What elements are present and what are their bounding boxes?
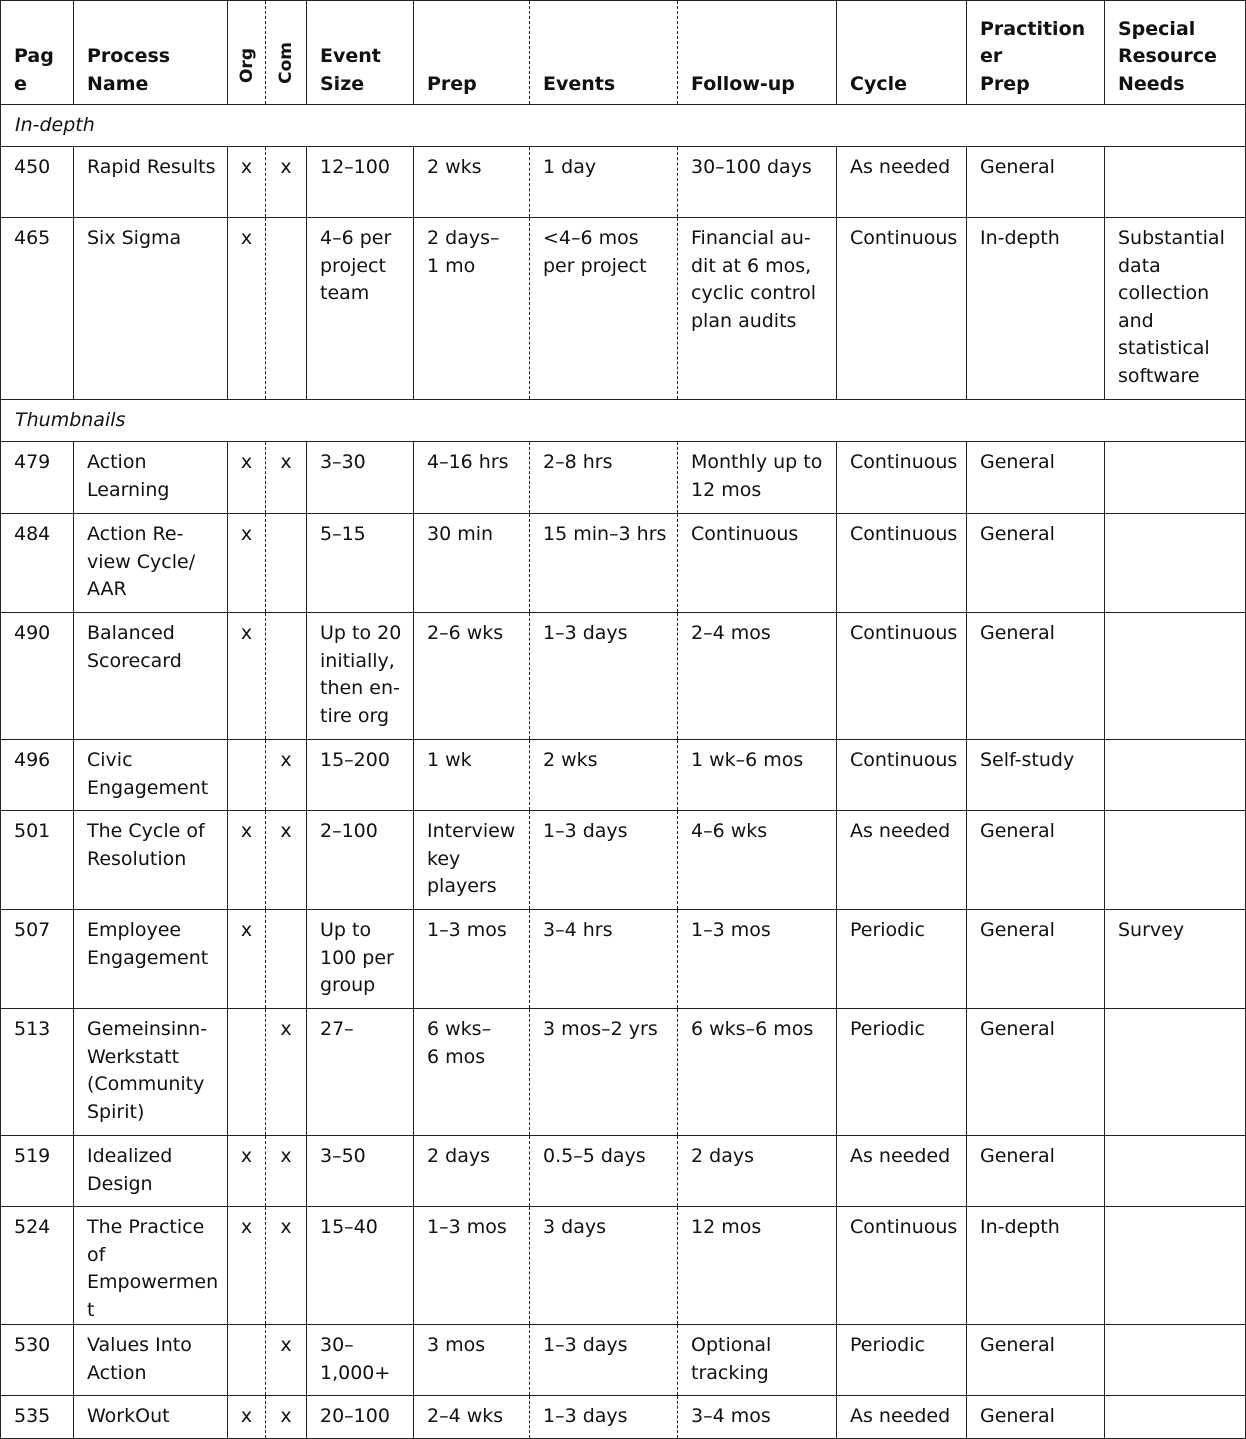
cell-follow-up: 4–6 wks <box>678 811 837 910</box>
cell-follow-up: Financial au- dit at 6 mos, cyclic control plan audits <box>678 218 837 400</box>
header-row <box>1 1 1246 105</box>
cell-org: x <box>228 613 266 740</box>
cell-process-name: Idealized Design <box>74 1136 228 1207</box>
cell-com <box>266 613 307 740</box>
cell-cycle: Periodic <box>837 910 967 1009</box>
cell-com: x <box>266 442 307 514</box>
cell-process-name: Employee Engagement <box>74 910 228 1009</box>
cell-special-resource-needs <box>1105 740 1246 811</box>
cell-org: x <box>228 1396 266 1439</box>
cell-com <box>266 910 307 1009</box>
cell-com <box>266 514 307 613</box>
cell-prep: 2–6 wks <box>414 613 530 740</box>
section-label-thumbnails: Thumbnails <box>1 400 1246 442</box>
cell-events: 1–3 days <box>530 1325 678 1396</box>
cell-cycle: As needed <box>837 1136 967 1207</box>
cell-practitioner-prep: General <box>967 1009 1105 1136</box>
cell-events: 15 min–3 hrs <box>530 514 678 613</box>
header-event-size: Event Size <box>307 1 414 105</box>
cell-event-size: 27– <box>307 1009 414 1136</box>
header-follow-up: Follow-up <box>678 1 837 105</box>
table-row <box>1 442 1246 514</box>
cell-prep: 6 wks– 6 mos <box>414 1009 530 1136</box>
cell-events: 3 days <box>530 1207 678 1325</box>
cell-follow-up: 30–100 days <box>678 147 837 218</box>
cell-events: 0.5–5 days <box>530 1136 678 1207</box>
cell-events: 1 day <box>530 147 678 218</box>
cell-cycle: Periodic <box>837 1009 967 1136</box>
cell-follow-up: 1 wk–6 mos <box>678 740 837 811</box>
header-page: Page <box>1 1 74 105</box>
cell-org <box>228 1325 266 1396</box>
cell-org: x <box>228 811 266 910</box>
cell-event-size: 3–30 <box>307 442 414 514</box>
cell-special-resource-needs <box>1105 1136 1246 1207</box>
cell-page: 507 <box>1 910 74 1009</box>
cell-cycle: Continuous <box>837 613 967 740</box>
cell-follow-up: 2–4 mos <box>678 613 837 740</box>
cell-prep: 2 days– 1 mo <box>414 218 530 400</box>
table-row <box>1 1396 1246 1439</box>
cell-event-size: 2–100 <box>307 811 414 910</box>
cell-com: x <box>266 1396 307 1439</box>
cell-events: 1–3 days <box>530 811 678 910</box>
cell-special-resource-needs <box>1105 1009 1246 1136</box>
cell-special-resource-needs: Survey <box>1105 910 1246 1009</box>
cell-page: 496 <box>1 740 74 811</box>
cell-org <box>228 740 266 811</box>
cell-org: x <box>228 218 266 400</box>
cell-practitioner-prep: General <box>967 811 1105 910</box>
cell-process-name: Six Sigma <box>74 218 228 400</box>
cell-events: 2 wks <box>530 740 678 811</box>
cell-events: 2–8 hrs <box>530 442 678 514</box>
cell-process-name: Civic Engagement <box>74 740 228 811</box>
cell-events: 3–4 hrs <box>530 910 678 1009</box>
cell-prep: 1–3 mos <box>414 910 530 1009</box>
cell-events: <4–6 mos per project <box>530 218 678 400</box>
cell-event-size: 5–15 <box>307 514 414 613</box>
cell-org: x <box>228 442 266 514</box>
table-row <box>1 147 1246 218</box>
cell-follow-up: Continuous <box>678 514 837 613</box>
cell-page: 490 <box>1 613 74 740</box>
cell-process-name: Balanced Scorecard <box>74 613 228 740</box>
table-row <box>1 740 1246 811</box>
cell-event-size: 15–40 <box>307 1207 414 1325</box>
cell-practitioner-prep: General <box>967 514 1105 613</box>
cell-event-size: 15–200 <box>307 740 414 811</box>
cell-follow-up: 3–4 mos <box>678 1396 837 1439</box>
header-com <box>266 1 307 105</box>
cell-special-resource-needs <box>1105 613 1246 740</box>
cell-cycle: Continuous <box>837 442 967 514</box>
cell-process-name: Action Re- view Cycle/ AAR <box>74 514 228 613</box>
header-events: Events <box>530 1 678 105</box>
cell-events: 1–3 days <box>530 1396 678 1439</box>
cell-org: x <box>228 147 266 218</box>
cell-practitioner-prep: In-depth <box>967 218 1105 400</box>
cell-page: 479 <box>1 442 74 514</box>
cell-event-size: Up to 100 per group <box>307 910 414 1009</box>
cell-practitioner-prep: General <box>967 147 1105 218</box>
cell-com <box>266 218 307 400</box>
cell-process-name: Action Learning <box>74 442 228 514</box>
cell-process-name: Rapid Results <box>74 147 228 218</box>
header-special-resource-needs: Special Resource Needs <box>1105 1 1246 105</box>
cell-events: 1–3 days <box>530 613 678 740</box>
table-row <box>1 514 1246 613</box>
header-com-label: Com <box>276 41 296 84</box>
cell-prep: 3 mos <box>414 1325 530 1396</box>
table-row <box>1 218 1246 400</box>
cell-com: x <box>266 740 307 811</box>
cell-follow-up: 12 mos <box>678 1207 837 1325</box>
cell-event-size: 4–6 per project team <box>307 218 414 400</box>
cell-process-name: The Practice of Empowerment <box>74 1207 228 1325</box>
section-row-thumbnails <box>1 400 1246 442</box>
table-row <box>1 1325 1246 1396</box>
cell-special-resource-needs <box>1105 1325 1246 1396</box>
cell-follow-up: 6 wks–6 mos <box>678 1009 837 1136</box>
cell-cycle: Continuous <box>837 218 967 400</box>
table-row <box>1 1136 1246 1207</box>
cell-special-resource-needs <box>1105 147 1246 218</box>
cell-cycle: As needed <box>837 1396 967 1439</box>
cell-event-size: 20–100 <box>307 1396 414 1439</box>
header-cycle: Cycle <box>837 1 967 105</box>
header-practitioner-prep: Practitioner Prep <box>967 1 1105 105</box>
cell-follow-up: 1–3 mos <box>678 910 837 1009</box>
cell-page: 513 <box>1 1009 74 1136</box>
cell-follow-up: Optional tracking <box>678 1325 837 1396</box>
cell-org <box>228 1009 266 1136</box>
cell-practitioner-prep: In-depth <box>967 1207 1105 1325</box>
table-row <box>1 1207 1246 1325</box>
cell-com: x <box>266 1207 307 1325</box>
header-org <box>228 1 266 105</box>
cell-special-resource-needs: Substantial data collection and statistical software <box>1105 218 1246 400</box>
cell-page: 450 <box>1 147 74 218</box>
section-row-in-depth <box>1 105 1246 147</box>
cell-practitioner-prep: General <box>967 1325 1105 1396</box>
cell-cycle: As needed <box>837 147 967 218</box>
cell-special-resource-needs <box>1105 514 1246 613</box>
cell-follow-up: Monthly up to 12 mos <box>678 442 837 514</box>
cell-practitioner-prep: Self-study <box>967 740 1105 811</box>
cell-com: x <box>266 147 307 218</box>
cell-cycle: As needed <box>837 811 967 910</box>
cell-com: x <box>266 1136 307 1207</box>
cell-cycle: Continuous <box>837 740 967 811</box>
cell-event-size: 3–50 <box>307 1136 414 1207</box>
cell-page: 484 <box>1 514 74 613</box>
cell-page: 524 <box>1 1207 74 1325</box>
cell-practitioner-prep: General <box>967 1396 1105 1439</box>
cell-page: 530 <box>1 1325 74 1396</box>
cell-org: x <box>228 1136 266 1207</box>
cell-prep: 1 wk <box>414 740 530 811</box>
cell-process-name: The Cycle of Resolution <box>74 811 228 910</box>
cell-com: x <box>266 1009 307 1136</box>
cell-prep: 2–4 wks <box>414 1396 530 1439</box>
table-row <box>1 613 1246 740</box>
cell-com: x <box>266 811 307 910</box>
cell-practitioner-prep: General <box>967 613 1105 740</box>
cell-practitioner-prep: General <box>967 1136 1105 1207</box>
cell-special-resource-needs <box>1105 1207 1246 1325</box>
cell-special-resource-needs <box>1105 811 1246 910</box>
cell-special-resource-needs <box>1105 442 1246 514</box>
header-prep: Prep <box>414 1 530 105</box>
cell-events: 3 mos–2 yrs <box>530 1009 678 1136</box>
cell-process-name: WorkOut <box>74 1396 228 1439</box>
cell-prep: 2 wks <box>414 147 530 218</box>
cell-prep: 1–3 mos <box>414 1207 530 1325</box>
table-row <box>1 910 1246 1009</box>
cell-practitioner-prep: General <box>967 442 1105 514</box>
cell-cycle: Continuous <box>837 514 967 613</box>
table-row <box>1 1009 1246 1136</box>
cell-page: 465 <box>1 218 74 400</box>
cell-prep: 4–16 hrs <box>414 442 530 514</box>
cell-special-resource-needs <box>1105 1396 1246 1439</box>
header-process-name: Process Name <box>74 1 228 105</box>
cell-prep: Interview key players <box>414 811 530 910</box>
cell-prep: 2 days <box>414 1136 530 1207</box>
cell-org: x <box>228 910 266 1009</box>
cell-page: 501 <box>1 811 74 910</box>
cell-event-size: 30– 1,000+ <box>307 1325 414 1396</box>
cell-prep: 30 min <box>414 514 530 613</box>
cell-process-name: Gemeinsinn- Werkstatt (Community Spirit) <box>74 1009 228 1136</box>
table-row <box>1 811 1246 910</box>
cell-page: 519 <box>1 1136 74 1207</box>
cell-org: x <box>228 1207 266 1325</box>
cell-com: x <box>266 1325 307 1396</box>
cell-page: 535 <box>1 1396 74 1439</box>
cell-practitioner-prep: General <box>967 910 1105 1009</box>
cell-org: x <box>228 514 266 613</box>
cell-cycle: Periodic <box>837 1325 967 1396</box>
cell-follow-up: 2 days <box>678 1136 837 1207</box>
cell-cycle: Continuous <box>837 1207 967 1325</box>
cell-event-size: 12–100 <box>307 147 414 218</box>
cell-process-name: Values Into Action <box>74 1325 228 1396</box>
cell-event-size: Up to 20 initially, then en- tire org <box>307 613 414 740</box>
section-label-in-depth: In-depth <box>1 105 1246 147</box>
header-org-label: Org <box>236 48 257 84</box>
